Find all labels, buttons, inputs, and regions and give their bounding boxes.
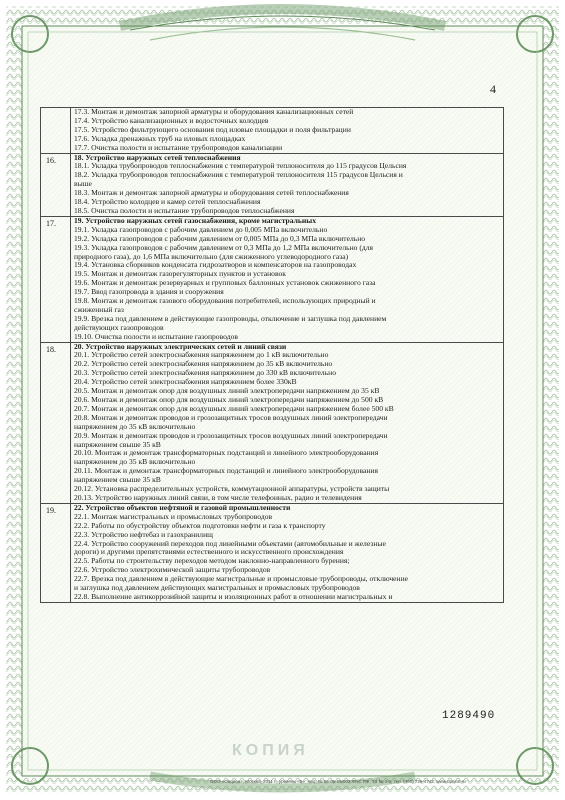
- row-content: [71, 153, 504, 216]
- work-item: 19.5. Монтаж и демонтаж газорегуляторных пунктов и установок: [74, 270, 286, 279]
- row-content: [71, 216, 504, 342]
- work-item: напряжением свыше 35 кВ: [74, 476, 161, 485]
- work-item: 22.1. Монтаж магистральных и промысловых трубопроводов: [74, 512, 273, 521]
- work-item: 17.4. Устройство канализационных и водосточных колодцев: [74, 116, 269, 125]
- work-item: 20.5. Монтаж и демонтаж опор для воздушных линий электропередачи напряжением до 35 кВ: [74, 387, 380, 396]
- work-item: 17.6. Укладка дренажных труб на иловых площадках: [74, 134, 246, 143]
- row-number: 17.: [41, 216, 71, 342]
- work-item: 22.7. Врезка под давлением в действующие магистральные и промысловые трубопроводы, отключение: [74, 575, 409, 584]
- section-heading: 18. Устройство наружных сетей теплоснабжения: [74, 153, 241, 162]
- work-item: 18.2. Укладка трубопроводов теплоснабжения с температурой теплоносителя 115 градусов Цельсия и: [74, 171, 403, 180]
- work-item: 22.4. Устройство сооружений переходов под линейными объектами (автомобильные и железные: [74, 539, 386, 548]
- row-number: 16.: [41, 153, 71, 216]
- work-item: 19.1. Укладка газопроводов с рабочим давлением до 0,005 МПа включительно: [74, 225, 328, 234]
- copy-stamp: КОПИЯ: [232, 742, 309, 759]
- work-item: 17.7. Очистка полости и испытание трубопроводов канализации: [74, 143, 283, 152]
- work-item: 20.11. Монтаж и демонтаж трансформаторных подстанций и линейного электрооборудования: [74, 467, 378, 476]
- work-item: 20.13. Устройство наружных линий связи, в том числе телефонных, радио и телевидения: [74, 493, 362, 502]
- work-item: сжиженный газ: [74, 305, 124, 314]
- work-item: 19.6. Монтаж и демонтаж резервуарных и групповых баллонных установок сжиженного газа: [74, 279, 376, 288]
- work-types-table: [40, 107, 504, 603]
- work-item: напряжением свыше 35 кВ: [74, 440, 161, 449]
- work-item: 22.2. Работы по обустройству объектов подготовки нефти и газа к транспорту: [74, 521, 326, 530]
- work-item: 22.3. Устройство нефтебаз и газохранилищ: [74, 530, 213, 539]
- printer-footer: ООО «Опцион», Москва, 2011 г., уровень «Б», лиц. № 05-05-09/003 ФНС РФ, ТЗ № 3-0, тел. (495) 726-4742, www.opcion.ru: [210, 779, 466, 784]
- work-item: 19.9. Врезка под давлением в действующие газопроводы, отключение и заглушка под давлением: [74, 314, 387, 323]
- work-item: 17.5. Устройство фильтрующего основания под иловые площадки и поля фильтрации: [74, 125, 351, 134]
- work-item: действующих газопроводов: [74, 323, 164, 332]
- work-item: 20.4. Устройство сетей электроснабжения напряжением более 330кВ: [74, 378, 297, 387]
- row-content: [71, 342, 504, 503]
- page-number: 4: [490, 82, 496, 96]
- section-heading: 22. Устройство объектов нефтяной и газовой промышленности: [74, 503, 291, 512]
- work-item: 18.5. Очистка полости и испытание трубопроводов теплоснабжения: [74, 206, 295, 215]
- work-item: природного газа), до 1,6 МПа включительно (для сжиженного углеводородного газа): [74, 252, 349, 261]
- section-heading: 20. Устройство наружных электрических сетей и линий связи: [74, 342, 287, 351]
- table-row: [41, 503, 504, 602]
- work-item: 20.8. Монтаж и демонтаж проводов и грозозащитных тросов воздушных линий электропередачи: [74, 413, 388, 422]
- work-item: 22.5. Работы по строительству переходов методом наклонно-направленного бурения;: [74, 557, 350, 566]
- row-number: 18.: [41, 342, 71, 503]
- section-heading: 19. Устройство наружных сетей газоснабжения, кроме магистральных: [74, 216, 317, 225]
- work-item: 20.10. Монтаж и демонтаж трансформаторных подстанций и линейного электрооборудования: [74, 449, 379, 458]
- work-item: 20.9. Монтаж и демонтаж проводов и грозозащитных тросов воздушных линий электропередачи: [74, 431, 388, 440]
- work-item: 18.1. Укладка трубопроводов теплоснабжения с температурой теплоносителя до 115 градусов Цельсия: [74, 162, 407, 171]
- work-item: 19.3. Укладка газопроводов с рабочим давлением от 0,3 МПа до 1,2 МПа включительно (для: [74, 243, 374, 252]
- work-item: 20.7. Монтаж и демонтаж опор для воздушных линий электропередачи напряжением более 500 кВ: [74, 404, 394, 413]
- work-item: 17.3. Монтаж и демонтаж запорной арматуры и оборудования канализационных сетей: [74, 108, 354, 116]
- work-item: выше: [74, 180, 92, 189]
- table-row: [41, 342, 504, 503]
- work-item: дороги) и другими препятствиями естественного и искусственного происхождения: [74, 548, 344, 557]
- work-item: 20.2. Устройство сетей электроснабжения напряжением до 35 кВ включительно: [74, 360, 333, 369]
- work-item: 20.1. Устройство сетей электроснабжения напряжением до 1 кВ включительно: [74, 351, 329, 360]
- work-item: 19.8. Монтаж и демонтаж газового оборудования потребителей, использующих природный и: [74, 297, 376, 306]
- table-row: [41, 153, 504, 216]
- work-item: 18.3. Монтаж и демонтаж запорной арматуры и оборудования сетей теплоснабжения: [74, 189, 349, 198]
- table-row: [41, 108, 504, 154]
- table-row: [41, 216, 504, 342]
- work-item: напряжением до 35 кВ включительно: [74, 422, 196, 431]
- work-item: 19.7. Ввод газопровода в здания и сооружения: [74, 288, 224, 297]
- work-item: 22.8. Выполнение антикоррозийной защиты и изоляционных работ в отношении магистральных и: [74, 592, 393, 601]
- work-item: 18.4. Устройство колодцев и камер сетей теплоснабжения: [74, 198, 261, 207]
- work-item: 19.10. Очистка полости и испытание газопроводов: [74, 332, 238, 341]
- work-item: 20.3. Устройство сетей электроснабжения напряжением до 330 кВ включительно: [74, 369, 337, 378]
- work-item: 22.6. Устройство электрохимической защиты трубопроводов: [74, 566, 271, 575]
- work-item: и заглушка под давлением действующих магистральных и промысловых трубопроводов: [74, 584, 360, 593]
- work-item: 20.12. Установка распределительных устройств, коммутационной аппаратуры, устройств защиты: [74, 485, 390, 494]
- work-item: напряжением до 35 кВ включительно: [74, 458, 196, 467]
- serial-number: 1289490: [442, 710, 496, 722]
- row-number: 19.: [41, 503, 71, 602]
- work-item: 20.6. Монтаж и демонтаж опор для воздушных линий электропередачи напряжением до 500 кВ: [74, 396, 384, 404]
- row-content: [71, 108, 504, 154]
- work-item: 19.2. Укладка газопроводов с рабочим давлением от 0,005 МПа до 0,3 МПа включительно: [74, 234, 366, 243]
- row-content: [71, 503, 504, 602]
- work-item: 19.4. Установка сборников конденсата гидрозатворов и компенсаторов на газопроводах: [74, 261, 357, 270]
- row-number: [41, 108, 71, 154]
